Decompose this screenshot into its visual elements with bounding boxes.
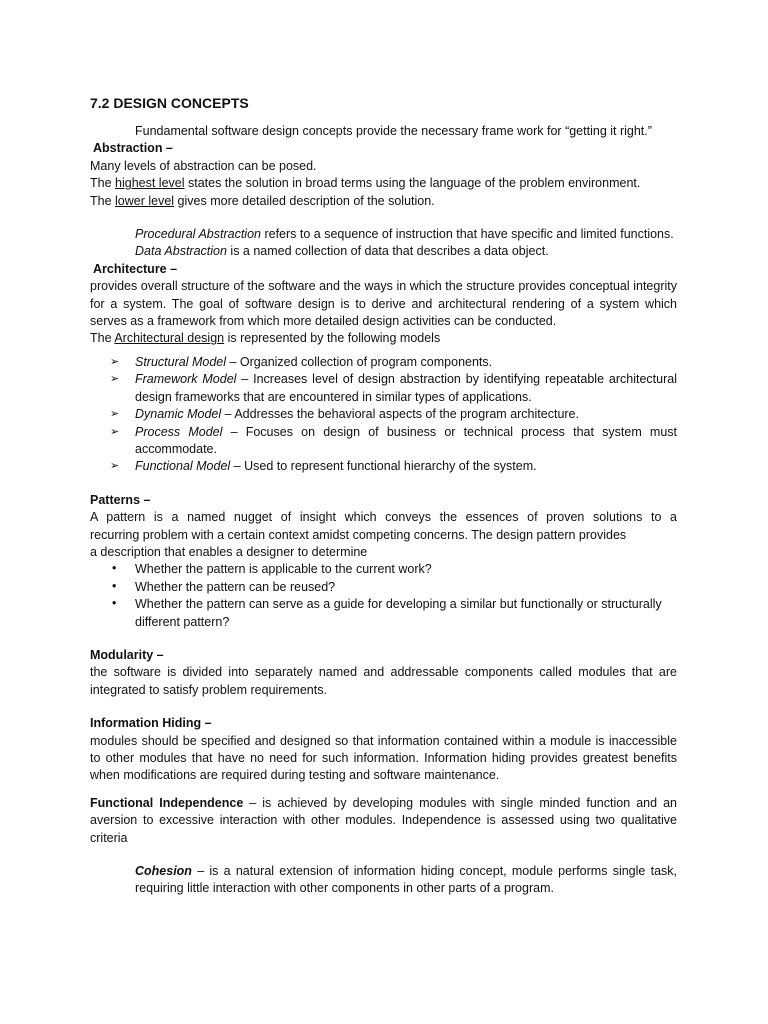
abstraction-line-2: The highest level states the solution in broad terms using the language of the problem environment. — [90, 176, 641, 191]
content-column — [90, 93, 677, 898]
data-abstraction-paragraph: Data Abstraction is a named collection of data that describes a data object. — [135, 244, 549, 259]
abstraction-line-3: The lower level gives more detailed description of the solution. — [90, 193, 435, 208]
list-item: • Whether the pattern can be reused? — [112, 578, 336, 594]
functional-independence-paragraph: Functional Independence – is achieved by developing modules with single minded function and an aversion to excessive interaction with other modules. Independence is assessed using two qualitative criteria — [90, 795, 677, 845]
patterns-heading: Patterns – — [90, 492, 151, 507]
lower-level-term: lower level — [115, 193, 175, 208]
arrow-bullet-icon: ➢ — [110, 373, 120, 386]
information-hiding-heading: Information Hiding – — [90, 716, 212, 731]
bullet-dot-icon: • — [112, 561, 117, 576]
cohesion-paragraph: Cohesion – is a natural extension of information hiding concept, module performs single task, requiring little interaction with other components in other parts of a program. — [135, 864, 677, 896]
bullet-dot-icon: • — [112, 578, 117, 593]
data-abstraction-term: Data Abstraction — [135, 244, 227, 259]
patterns-line-2: recurring problem with a certain context amidst competing concerns. The design pattern provides — [90, 527, 627, 542]
list-item: • Whether the pattern can serve as a guide for developing a similar but functionally or structurally different pattern? — [112, 596, 662, 629]
list-item: ➢ Functional Model – Used to represent functional hierarchy of the system. — [135, 458, 677, 475]
list-item: • Whether the pattern is applicable to the current work? — [112, 561, 432, 577]
patterns-bullet-list — [90, 561, 677, 631]
bullet-dot-icon: • — [112, 596, 117, 611]
intro-paragraph: Fundamental software design concepts provide the necessary frame work for “getting it right.” — [135, 124, 652, 138]
abstraction-line-1: Many levels of abstraction can be posed. — [90, 158, 317, 173]
architecture-heading: Architecture – — [93, 261, 178, 276]
arrow-bullet-icon: ➢ — [110, 425, 120, 438]
highest-level-term: highest level — [115, 176, 185, 191]
list-item: ➢ Process Model – Focuses on design of business or technical process that system must accommodate. — [110, 424, 677, 456]
functional-independence-heading: Functional Independence — [90, 795, 244, 810]
architectural-design-term: Architectural design — [114, 331, 225, 346]
modularity-body: the software is divided into separately named and addressable components called modules that are integrated to satisfy problem requirements. — [90, 665, 677, 697]
abstraction-heading: Abstraction – — [93, 141, 173, 156]
section-heading: 7.2 DESIGN CONCEPTS — [90, 95, 249, 111]
architecture-models-intro: The Architectural design is represented by the following models — [90, 331, 441, 346]
arrow-bullet-icon: ➢ — [110, 408, 120, 421]
list-item: ➢ Structural Model – Organized collection of program components. — [135, 354, 677, 371]
architecture-body: provides overall structure of the software and the ways in which the structure provides conceptual integrity for a system. The goal of software design is to derive and architectural rendering of a system which serves as a framework from which more detailed design activities can be conducted. — [90, 279, 677, 329]
modularity-heading: Modularity – — [90, 647, 164, 662]
patterns-line-1: A pattern is a named nugget of insight which conveys the essences of proven solutions to a — [90, 510, 677, 525]
cohesion-term: Cohesion — [135, 864, 192, 879]
list-item: ➢ Framework Model – Increases level of design abstraction by identifying repeatable architectural design frameworks that are encountered in similar types of applications. — [110, 372, 677, 404]
patterns-line-3: a description that enables a designer to determine — [90, 544, 368, 559]
architecture-models-list — [90, 354, 677, 476]
procedural-abstraction-term: Procedural Abstraction — [135, 227, 261, 242]
list-item: ➢ Dynamic Model – Addresses the behavioral aspects of the program architecture. — [135, 406, 677, 423]
procedural-abstraction-paragraph: Procedural Abstraction refers to a sequence of instruction that have specific and limited functions. — [135, 227, 674, 242]
arrow-bullet-icon: ➢ — [110, 460, 120, 473]
information-hiding-body: modules should be specified and designed so that information contained within a module is inaccessible to other modules that have no need for such information. Information hiding provides greatest benefits when modifications are required during testing and software maintenance. — [90, 733, 677, 783]
arrow-bullet-icon: ➢ — [110, 355, 120, 368]
